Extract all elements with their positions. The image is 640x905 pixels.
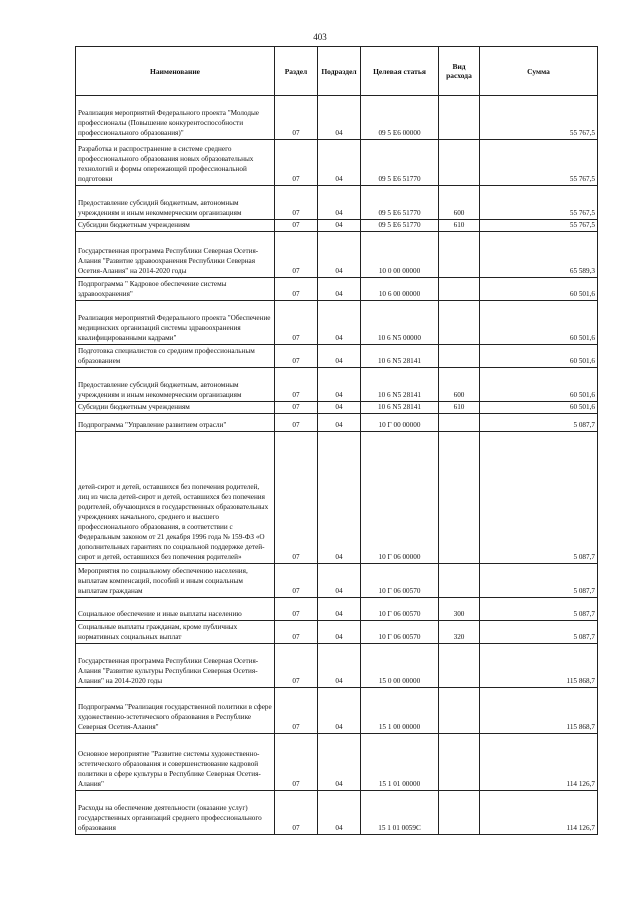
cell-section: 07: [275, 186, 318, 220]
cell-subsection: 04: [318, 598, 361, 621]
cell-name: Разработка и распространение в системе среднего профессионального образования новых образовательных технологий и формы опережающей профессиональной подготовки: [76, 140, 275, 186]
cell-subsection: 04: [318, 186, 361, 220]
cell-subsection: 04: [318, 402, 361, 414]
cell-section: 07: [275, 278, 318, 301]
cell-subsection: 04: [318, 644, 361, 688]
table-row: [76, 368, 598, 402]
table-row: [76, 621, 598, 644]
cell-expense: [439, 734, 480, 791]
cell-article: 10 6 00 00000: [361, 278, 439, 301]
table-row: [76, 140, 598, 186]
cell-article: 15 0 00 00000: [361, 644, 439, 688]
cell-section: 07: [275, 791, 318, 835]
cell-expense: 300: [439, 598, 480, 621]
table-row: [76, 345, 598, 368]
cell-expense: 600: [439, 368, 480, 402]
cell-section: 07: [275, 345, 318, 368]
table-row: [76, 734, 598, 791]
cell-expense: [439, 345, 480, 368]
cell-sum: 55 767,5: [480, 220, 598, 232]
cell-sum: 115 868,7: [480, 644, 598, 688]
cell-sum: 60 501,6: [480, 402, 598, 414]
cell-subsection: 04: [318, 220, 361, 232]
cell-sum: 5 087,7: [480, 621, 598, 644]
cell-name: Подпрограмма "Реализация государственной политики в сфере художественно-эстетического образования в Республике Северная Осетия-Алания": [76, 688, 275, 734]
cell-name: Подпрограмма " Кадровое обеспечение системы здравоохранения": [76, 278, 275, 301]
cell-section: 07: [275, 644, 318, 688]
cell-name: Мероприятия по социальному обеспечению населения, выплатам компенсаций, пособий и иным социальным выплатам гражданам: [76, 564, 275, 598]
cell-sum: 5 087,7: [480, 564, 598, 598]
cell-section: 07: [275, 688, 318, 734]
table-row: [76, 791, 598, 835]
cell-name: Предоставление субсидий бюджетным, автономным учреждениям и иным некоммерческим организациям: [76, 368, 275, 402]
cell-article: 10 6 N5 28141: [361, 345, 439, 368]
cell-name: Предоставление субсидий бюджетным, автономным учреждениям и иным некоммерческим организациям: [76, 186, 275, 220]
cell-section: 07: [275, 402, 318, 414]
cell-section: 07: [275, 598, 318, 621]
cell-sum: 114 126,7: [480, 791, 598, 835]
cell-name: Реализация мероприятий Федерального проекта "Молодые профессионалы (Повышение конкурентоспособности профессионального образования)": [76, 96, 275, 140]
cell-expense: [439, 140, 480, 186]
cell-article: 09 5 Е6 51770: [361, 186, 439, 220]
cell-sum: 55 767,5: [480, 96, 598, 140]
cell-section: 07: [275, 734, 318, 791]
cell-expense: 610: [439, 220, 480, 232]
cell-name: детей-сирот и детей, оставшихся без попечения родителей, лиц из числа детей-сирот и детей, оставшихся без попечения родителей, обучающихся в государственных образовательных учреждениях начального, среднего и высшего профессионального образования, в соответствии с Федеральным законом от 21 декабря 1996 года № 159-ФЗ «О дополнительных гарантиях по социальной поддержке детей-сирот и детей, оставшихся без попечения родителей»: [76, 432, 275, 564]
cell-expense: [439, 96, 480, 140]
cell-article: 09 5 Е6 51770: [361, 220, 439, 232]
table-row: [76, 220, 598, 232]
cell-article: 10 Г 06 00570: [361, 621, 439, 644]
cell-expense: [439, 564, 480, 598]
table-row: [76, 96, 598, 140]
cell-article: 10 6 N5 00000: [361, 301, 439, 345]
header-subsection: Подраздел: [318, 47, 361, 96]
table-row: [76, 598, 598, 621]
cell-section: 07: [275, 621, 318, 644]
table-row: [76, 414, 598, 432]
cell-section: 07: [275, 432, 318, 564]
cell-article: 10 6 N5 28141: [361, 402, 439, 414]
header-sum: Сумма: [480, 47, 598, 96]
cell-subsection: 04: [318, 96, 361, 140]
table-row: [76, 688, 598, 734]
cell-sum: 60 501,6: [480, 278, 598, 301]
header-expense: Вид расхода: [439, 47, 480, 96]
cell-subsection: 04: [318, 734, 361, 791]
cell-section: 07: [275, 232, 318, 278]
cell-name: Социальные выплаты гражданам, кроме публичных нормативных социальных выплат: [76, 621, 275, 644]
cell-sum: 60 501,6: [480, 345, 598, 368]
cell-name: Подпрограмма "Управление развитием отрасли": [76, 414, 275, 432]
cell-article: 09 5 Е6 51770: [361, 140, 439, 186]
cell-article: 10 Г 06 00570: [361, 598, 439, 621]
cell-name: Основное мероприятие "Развитие системы художественно-эстетического образования и совершенствование кадровой политики в сфере культуры в Республике Северная Осетия-Алания": [76, 734, 275, 791]
table-body: [76, 96, 598, 835]
cell-subsection: 04: [318, 278, 361, 301]
cell-section: 07: [275, 368, 318, 402]
cell-article: 10 Г 06 00570: [361, 564, 439, 598]
cell-section: 07: [275, 414, 318, 432]
cell-expense: [439, 688, 480, 734]
cell-name: Субсидии бюджетным учреждениям: [76, 220, 275, 232]
page-number: 403: [313, 32, 327, 42]
cell-sum: 65 589,3: [480, 232, 598, 278]
cell-subsection: 04: [318, 232, 361, 278]
cell-expense: [439, 301, 480, 345]
cell-name: Социальное обеспечение и иные выплаты населению: [76, 598, 275, 621]
cell-subsection: 04: [318, 414, 361, 432]
cell-sum: 60 501,6: [480, 301, 598, 345]
cell-name: Подготовка специалистов со средним профессиональным образованием: [76, 345, 275, 368]
table-row: [76, 186, 598, 220]
cell-subsection: 04: [318, 791, 361, 835]
cell-article: 10 Г 00 00000: [361, 414, 439, 432]
cell-sum: 5 087,7: [480, 598, 598, 621]
cell-subsection: 04: [318, 140, 361, 186]
cell-expense: [439, 232, 480, 278]
cell-subsection: 04: [318, 564, 361, 598]
cell-name: Государственная программа Республики Северная Осетия-Алания "Развитие культуры Республики Северная Осетия-Алания" на 2014-2020 годы: [76, 644, 275, 688]
cell-expense: 600: [439, 186, 480, 220]
cell-name: Субсидии бюджетным учреждениям: [76, 402, 275, 414]
cell-subsection: 04: [318, 432, 361, 564]
cell-sum: 60 501,6: [480, 368, 598, 402]
table-row: [76, 301, 598, 345]
cell-name: Расходы на обеспечение деятельности (оказание услуг) государственных организаций среднего профессионального образования: [76, 791, 275, 835]
cell-section: 07: [275, 96, 318, 140]
header-name: Наименование: [76, 47, 275, 96]
cell-name: Реализация мероприятий Федерального проекта "Обеспечение медицинских организаций системы здравоохранения квалифицированными кадрами": [76, 301, 275, 345]
cell-subsection: 04: [318, 368, 361, 402]
cell-expense: [439, 432, 480, 564]
cell-article: 15 1 01 00000: [361, 734, 439, 791]
budget-table: [75, 46, 598, 835]
cell-expense: 610: [439, 402, 480, 414]
header-article: Целевая статья: [361, 47, 439, 96]
cell-section: 07: [275, 564, 318, 598]
cell-sum: 114 126,7: [480, 734, 598, 791]
cell-expense: 320: [439, 621, 480, 644]
cell-article: 15 1 01 0059С: [361, 791, 439, 835]
table-row: [76, 432, 598, 564]
table-header-row: [76, 47, 598, 96]
cell-name: Государственная программа Республики Северная Осетия-Алания "Развитие здравоохранения Республики Северная Осетия-Алания" на 2014-2020 годы: [76, 232, 275, 278]
cell-article: 10 Г 06 00000: [361, 432, 439, 564]
table-row: [76, 402, 598, 414]
table-row: [76, 232, 598, 278]
table-row: [76, 564, 598, 598]
cell-sum: 55 767,5: [480, 186, 598, 220]
cell-subsection: 04: [318, 688, 361, 734]
cell-sum: 5 087,7: [480, 414, 598, 432]
cell-article: 10 0 00 00000: [361, 232, 439, 278]
cell-section: 07: [275, 301, 318, 345]
cell-section: 07: [275, 140, 318, 186]
header-section: Раздел: [275, 47, 318, 96]
cell-sum: 5 087,7: [480, 432, 598, 564]
cell-article: 09 5 Е6 00000: [361, 96, 439, 140]
cell-subsection: 04: [318, 621, 361, 644]
cell-article: 15 1 00 00000: [361, 688, 439, 734]
cell-article: 10 6 N5 28141: [361, 368, 439, 402]
cell-sum: 115 868,7: [480, 688, 598, 734]
cell-sum: 55 767,5: [480, 140, 598, 186]
cell-expense: [439, 791, 480, 835]
cell-subsection: 04: [318, 301, 361, 345]
cell-subsection: 04: [318, 345, 361, 368]
cell-section: 07: [275, 220, 318, 232]
table-row: [76, 644, 598, 688]
cell-expense: [439, 414, 480, 432]
cell-expense: [439, 278, 480, 301]
cell-expense: [439, 644, 480, 688]
table-row: [76, 278, 598, 301]
